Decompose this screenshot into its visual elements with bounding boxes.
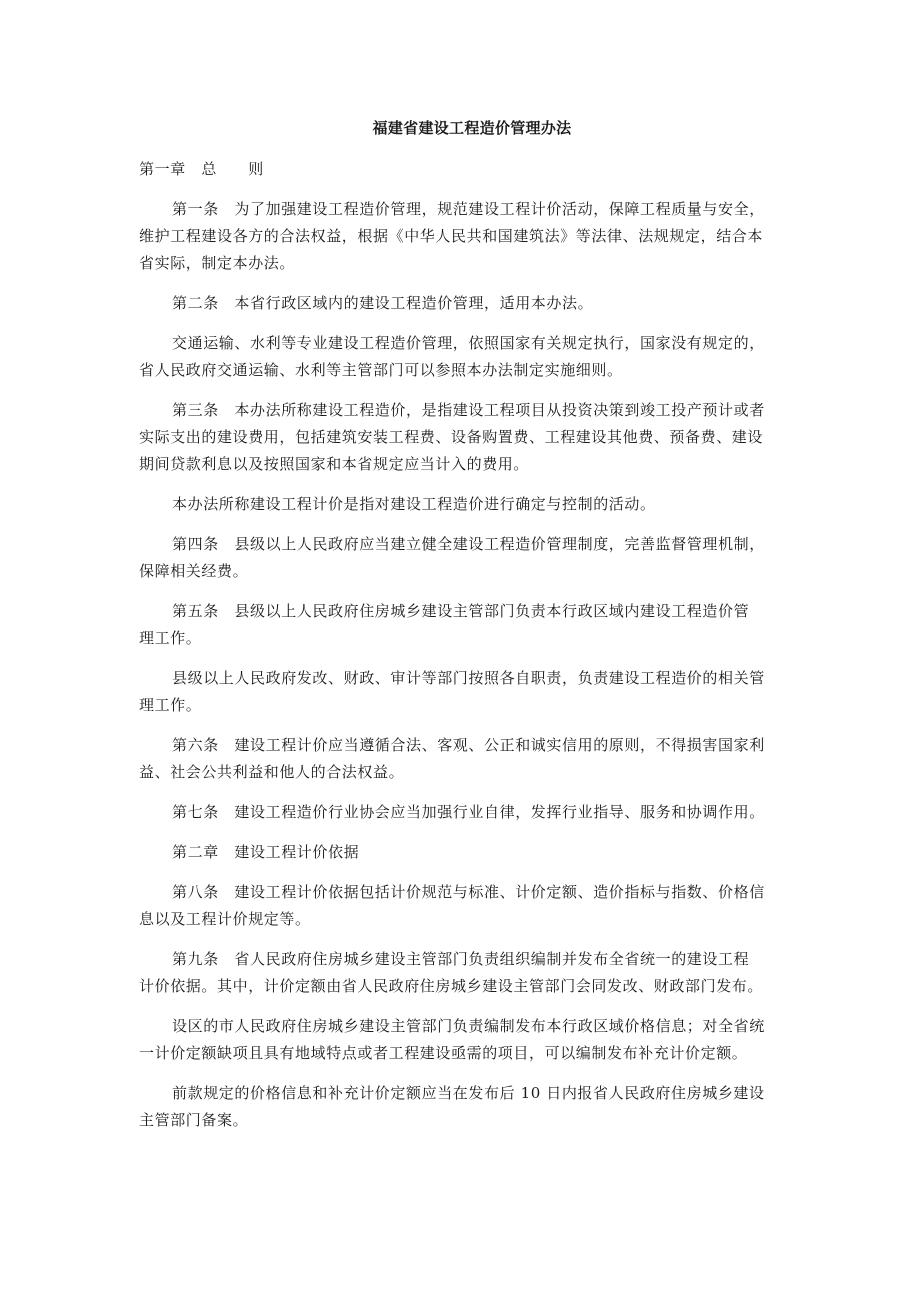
paragraph-line: 省人民政府交通运输、水利等主管部门可以参照本办法制定实施细则。 [139, 361, 623, 379]
paragraph-line: 第一条 为了加强建设工程造价管理，规范建设工程计价活动，保障工程质量与安全， [172, 200, 765, 218]
paragraph-line: 益、社会公共利益和他人的合法权益。 [139, 763, 405, 781]
article-6 [139, 732, 799, 786]
paragraph-line: 第四条 县级以上人民政府应当建立健全建设工程造价管理制度，完善监督管理机制， [172, 535, 765, 553]
paragraph-line: 设区的市人民政府住房城乡建设主管部门负责编制发布本行政区域价格信息；对全省统 [172, 1017, 765, 1035]
article-5-clause-2 [139, 665, 799, 719]
paragraph-line: 理工作。 [139, 629, 202, 647]
article-7 [139, 799, 799, 826]
article-9 [139, 946, 799, 1000]
paragraph-line: 交通运输、水利等专业建设工程造价管理，依照国家有关规定执行，国家没有规定的， [172, 334, 765, 352]
article-9-clause-3 [139, 1080, 799, 1134]
paragraph-line: 息以及工程计价规定等。 [139, 910, 311, 928]
chapter-1-heading: 第一章 总 则 [139, 160, 264, 178]
article-2-clause-2 [139, 330, 799, 384]
paragraph-line: 主管部门备案。 [139, 1111, 249, 1129]
article-4 [139, 531, 799, 585]
paragraph-line: 计价依据。其中，计价定额由省人民政府住房城乡建设主管部门会同发改、财政部门发布。 [139, 977, 764, 995]
paragraph-line: 第三条 本办法所称建设工程造价，是指建设工程项目从投资决策到竣工投产预计或者 [172, 401, 765, 419]
article-2 [139, 290, 799, 317]
document-page [139, 116, 799, 1147]
paragraph-line: 期间贷款利息以及按照国家和本省规定应当计入的费用。 [139, 455, 530, 473]
paragraph-line: 第五条 县级以上人民政府住房城乡建设主管部门负责本行政区域内建设工程造价管 [172, 602, 750, 620]
article-5 [139, 598, 799, 652]
paragraph-line: 第六条 建设工程计价应当遵循合法、客观、公正和诚实信用的原则，不得损害国家利 [172, 736, 765, 754]
paragraph-line: 保障相关经费。 [139, 562, 249, 580]
paragraph-line: 理工作。 [139, 696, 202, 714]
paragraph-line: 一计价定额缺项且具有地域特点或者工程建设亟需的项目，可以编制发布补充计价定额。 [139, 1044, 748, 1062]
chapter-2-heading [139, 839, 799, 866]
paragraph-line: 省实际，制定本办法。 [139, 254, 296, 272]
article-9-clause-2 [139, 1013, 799, 1067]
paragraph-line: 实际支出的建设费用，包括建筑安装工程费、设备购置费、工程建设其他费、预备费、建设 [139, 428, 764, 446]
paragraph-line: 第二章 建设工程计价依据 [172, 843, 360, 861]
article-8 [139, 879, 799, 933]
article-3-clause-2 [139, 491, 799, 518]
paragraph-line: 第二条 本省行政区域内的建设工程造价管理，适用本办法。 [172, 294, 594, 312]
document-title: 福建省建设工程造价管理办法 [372, 119, 572, 137]
article-1 [139, 196, 799, 277]
paragraph-line: 第九条 省人民政府住房城乡建设主管部门负责组织编制并发布全省统一的建设工程 [172, 950, 750, 968]
article-3 [139, 397, 799, 478]
paragraph-line: 第七条 建设工程造价行业协会应当加强行业自律，发挥行业指导、服务和协调作用。 [172, 803, 765, 821]
paragraph-line: 第八条 建设工程计价依据包括计价规范与标准、计价定额、造价指标与指数、价格信 [172, 883, 765, 901]
paragraph-line: 本办法所称建设工程计价是指对建设工程造价进行确定与控制的活动。 [172, 495, 656, 513]
paragraph-line: 维护工程建设各方的合法权益，根据《中华人民共和国建筑法》等法律、法规规定，结合本 [139, 227, 764, 245]
paragraph-line: 前款规定的价格信息和补充计价定额应当在发布后 10 日内报省人民政府住房城乡建设 [172, 1084, 765, 1102]
paragraph-line: 县级以上人民政府发改、财政、审计等部门按照各自职责，负责建设工程造价的相关管 [172, 669, 765, 687]
